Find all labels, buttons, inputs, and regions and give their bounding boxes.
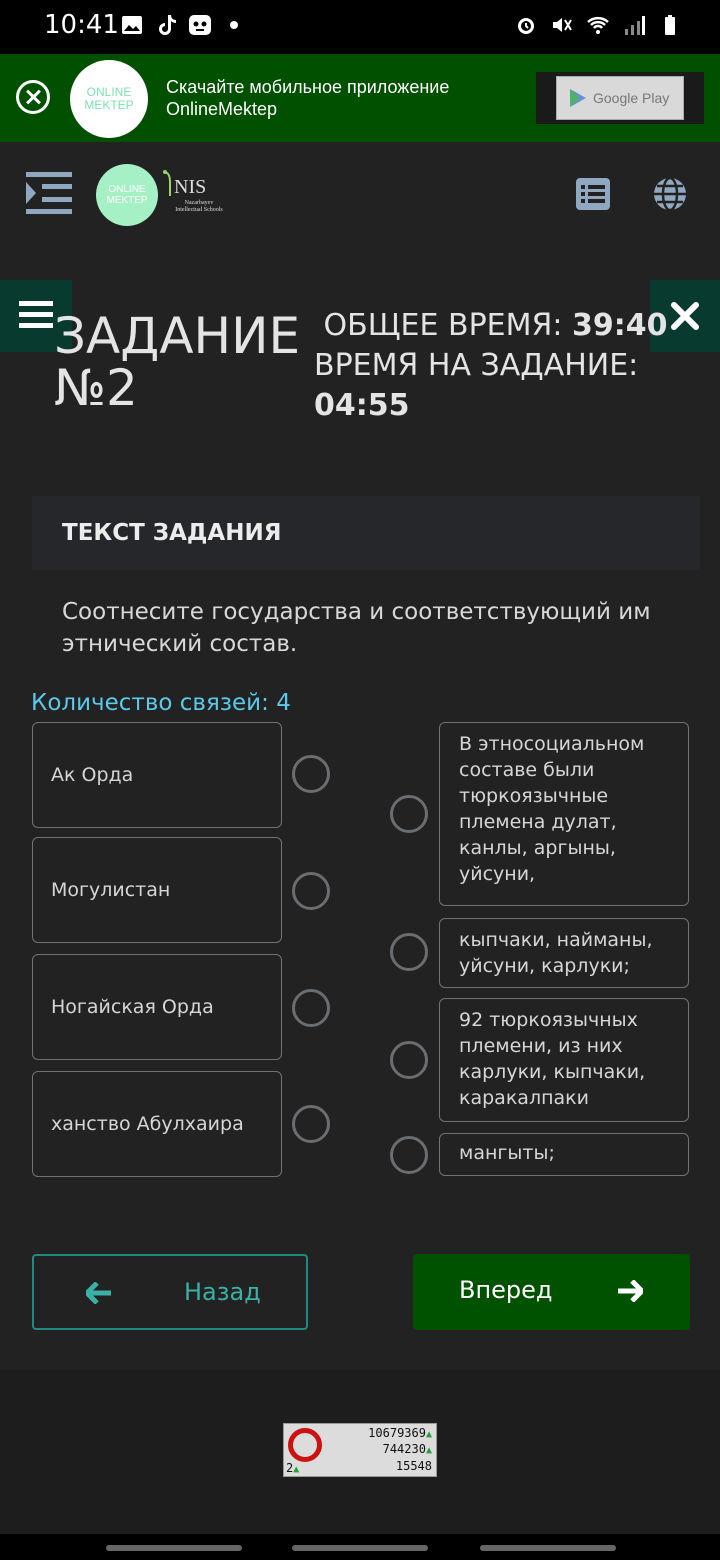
footer: [0, 1370, 720, 1534]
total-time-label: ОБЩЕЕ ВРЕМЯ:: [323, 308, 563, 343]
tiktok-icon: [154, 13, 178, 37]
recents-pill[interactable]: [106, 1545, 242, 1551]
banner-text: Скачайте мобильное приложение OnlineMektep: [166, 77, 450, 119]
status-time: 10:41: [44, 10, 119, 40]
task-time-value: 04:55: [314, 388, 410, 423]
right-connector-3[interactable]: [390, 1041, 428, 1079]
left-connector-2[interactable]: [292, 872, 330, 910]
menu-indent-icon[interactable]: [26, 172, 72, 214]
right-item-label: 92 тюркоязычных племени, из них карлуки, кыпчаки, каракалпаки: [459, 1009, 646, 1109]
right-item[interactable]: [439, 722, 689, 906]
close-banner-icon[interactable]: [16, 80, 50, 114]
left-item-label: Могулистан: [51, 879, 171, 901]
counter-line-2: 744230: [382, 1442, 426, 1456]
home-pill[interactable]: [292, 1545, 428, 1551]
total-time-value: 39:40: [572, 308, 668, 343]
left-connector-4[interactable]: [292, 1105, 330, 1143]
system-icons: [514, 13, 682, 37]
right-item-label: кыпчаки, найманы, уйсуни, карлуки;: [459, 929, 653, 977]
forward-button[interactable]: [413, 1254, 690, 1330]
counter-low: 2: [286, 1461, 294, 1475]
left-item[interactable]: [32, 837, 282, 943]
visitor-counter[interactable]: 10679369▲ 744230▲ 15548 2▲: [283, 1423, 437, 1477]
google-play-badge: [556, 76, 684, 120]
arrow-left-icon: [86, 1282, 112, 1304]
alarm-icon: [514, 13, 538, 37]
right-connector-1[interactable]: [390, 795, 428, 833]
header-logo-text: ONLINE MEKTEP: [106, 184, 148, 206]
cat-app-icon: [188, 13, 212, 37]
wifi-icon: [586, 13, 610, 37]
list-icon[interactable]: [576, 178, 610, 210]
forward-button-label: Вперед: [459, 1276, 553, 1304]
timer-block: [314, 306, 674, 426]
gesture-bar: [0, 1534, 720, 1560]
link-count: Количество связей: 4: [31, 690, 291, 716]
arrow-right-icon: [617, 1280, 643, 1302]
left-item-label: ханство Абулхаира: [51, 1113, 244, 1135]
right-item[interactable]: [439, 918, 689, 988]
dot-icon: [222, 13, 246, 37]
counter-logo-icon: [288, 1428, 322, 1462]
back-pill[interactable]: [480, 1545, 616, 1551]
left-item[interactable]: [32, 954, 282, 1060]
onlinemektep-header-logo[interactable]: [96, 164, 158, 226]
play-store-icon: [569, 88, 587, 108]
left-item-label: Ак Орда: [51, 764, 134, 786]
counter-line-1: 10679369: [368, 1426, 426, 1440]
google-play-label: Google Play: [593, 90, 670, 106]
nis-logo: [162, 166, 222, 226]
status-bar: [0, 0, 720, 54]
google-play-button[interactable]: [536, 72, 704, 124]
task-title: ЗАДАНИЕ №2: [54, 307, 301, 417]
task-text-header: [32, 496, 700, 570]
nis-logo-subtitle: Nazarbayev Intellectual Schools: [175, 200, 223, 213]
total-time: [314, 306, 674, 346]
task-question: Соотнесите государства и соответствующий им этнический состав.: [62, 599, 651, 657]
left-item[interactable]: [32, 1071, 282, 1177]
left-item[interactable]: [32, 722, 282, 828]
task-time-label: ВРЕМЯ НА ЗАДАНИЕ:: [314, 348, 639, 383]
onlinemektep-logo: [70, 60, 148, 138]
signal-icon: [622, 13, 646, 37]
back-button-label: Назад: [184, 1278, 261, 1306]
right-connector-4[interactable]: [390, 1136, 428, 1174]
right-item[interactable]: [439, 1133, 689, 1176]
nis-logo-text: NIS: [174, 176, 207, 198]
left-connector-1[interactable]: [292, 755, 330, 793]
top-navigation: [0, 142, 720, 248]
right-item-label: В этносоциальном составе были тюркоязычные племена дулат, канлы, аргыны, уйсуни,: [459, 733, 645, 885]
logo-text: ONLINE MEKTEP: [84, 85, 134, 112]
right-item-label: мангыты;: [459, 1142, 555, 1164]
counter-line-3: 15548: [395, 1459, 432, 1473]
mute-icon: [550, 13, 574, 37]
gallery-icon: [120, 13, 144, 37]
task-text-label: ТЕКСТ ЗАДАНИЯ: [62, 520, 282, 546]
notification-icons: [120, 13, 246, 37]
back-button[interactable]: [32, 1254, 308, 1330]
battery-icon: [658, 13, 682, 37]
right-connector-2[interactable]: [390, 933, 428, 971]
left-connector-3[interactable]: [292, 989, 330, 1027]
left-item-label: Ногайская Орда: [51, 996, 214, 1018]
right-item[interactable]: [439, 998, 689, 1122]
app-download-banner: [0, 54, 720, 142]
globe-icon[interactable]: [652, 176, 688, 212]
